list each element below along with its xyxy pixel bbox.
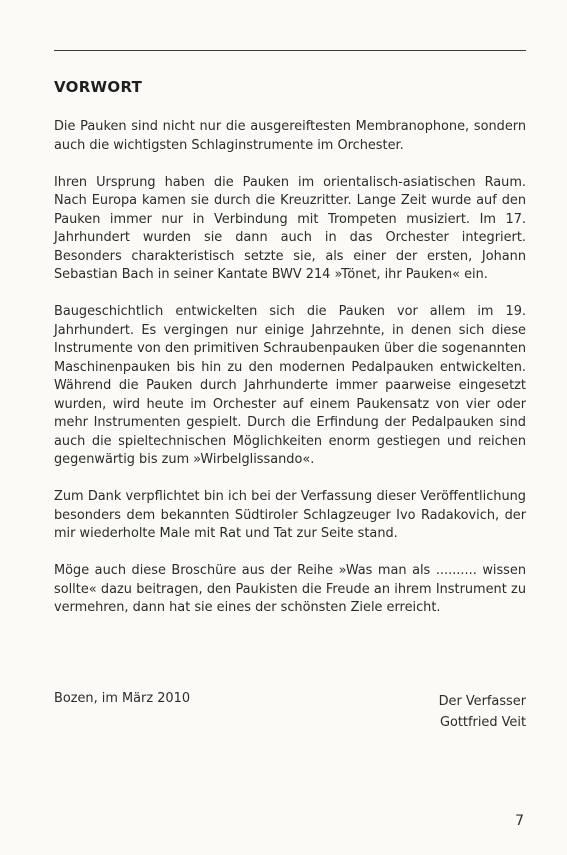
preface-body (54, 118, 526, 636)
page-title: VORWORT (54, 78, 143, 96)
signature-role: Der Verfasser (438, 694, 526, 709)
paragraph-3: Baugeschichtlich entwickelten sich die Pauken vor allem im 19. Jahrhundert. Es vergingen nur einige Jahrzehnte, in denen sich diese Instrumente von den primitiven Schraubenpauken über die sogenannten Maschinenpauken bis hin zu den modernen Pedalpauken entwickelten. Während die Pauken durch Jahrhunderte immer paarweise eingesetzt wurden, wird heute im Orchester auf einem Paukensatz von vier oder mehr Instrumenten gespielt. Durch die Erfindung der Pedalpauken sind auch die spieltechnischen Möglichkeiten enorm gestiegen und reichen gegenwärtig bis zum »Wirbelglissando«. (54, 304, 526, 467)
signature-block (439, 691, 526, 733)
paragraph-2: Ihren Ursprung haben die Pauken im orientalisch-asiatischen Raum. Nach Europa kamen sie durch die Kreuzritter. Lange Zeit wurde auf den Pauken immer nur in Verbindung mit Trompeten musiziert. Im 17. Jahrhundert wurden sie dann auch in das Orchester integriert. Besonders charakteristisch setzte sie, als einer der ersten, Johann Sebastian Bach in seiner Kantate BWV 214 »Tönet, ihr Pauken« ein. (54, 174, 526, 282)
signature-name: Gottfried Veit (440, 715, 526, 730)
page-number: 7 (515, 813, 524, 829)
top-rule (54, 50, 526, 51)
paragraph-5: Möge auch diese Broschüre aus der Reihe »Was man als .......... wissen sollte« dazu beitragen, den Paukisten die Freude an ihrem Instrument zu vermehren, dann hat sie eines der schönsten Ziele erreicht. (54, 563, 526, 615)
paragraph-1: Die Pauken sind nicht nur die ausgereiftesten Membranophone, sondern auch die wichtigsten Schlaginstrumente im Orchester. (54, 119, 526, 153)
paragraph-4: Zum Dank verpflichtet bin ich bei der Verfassung dieser Veröffentlichung besonders dem bekannten Südtiroler Schlagzeuger Ivo Radakovich, der mir wiederholte Male mit Rat und Tat zur Seite stand. (54, 489, 526, 541)
place-date: Bozen, im März 2010 (54, 691, 191, 706)
